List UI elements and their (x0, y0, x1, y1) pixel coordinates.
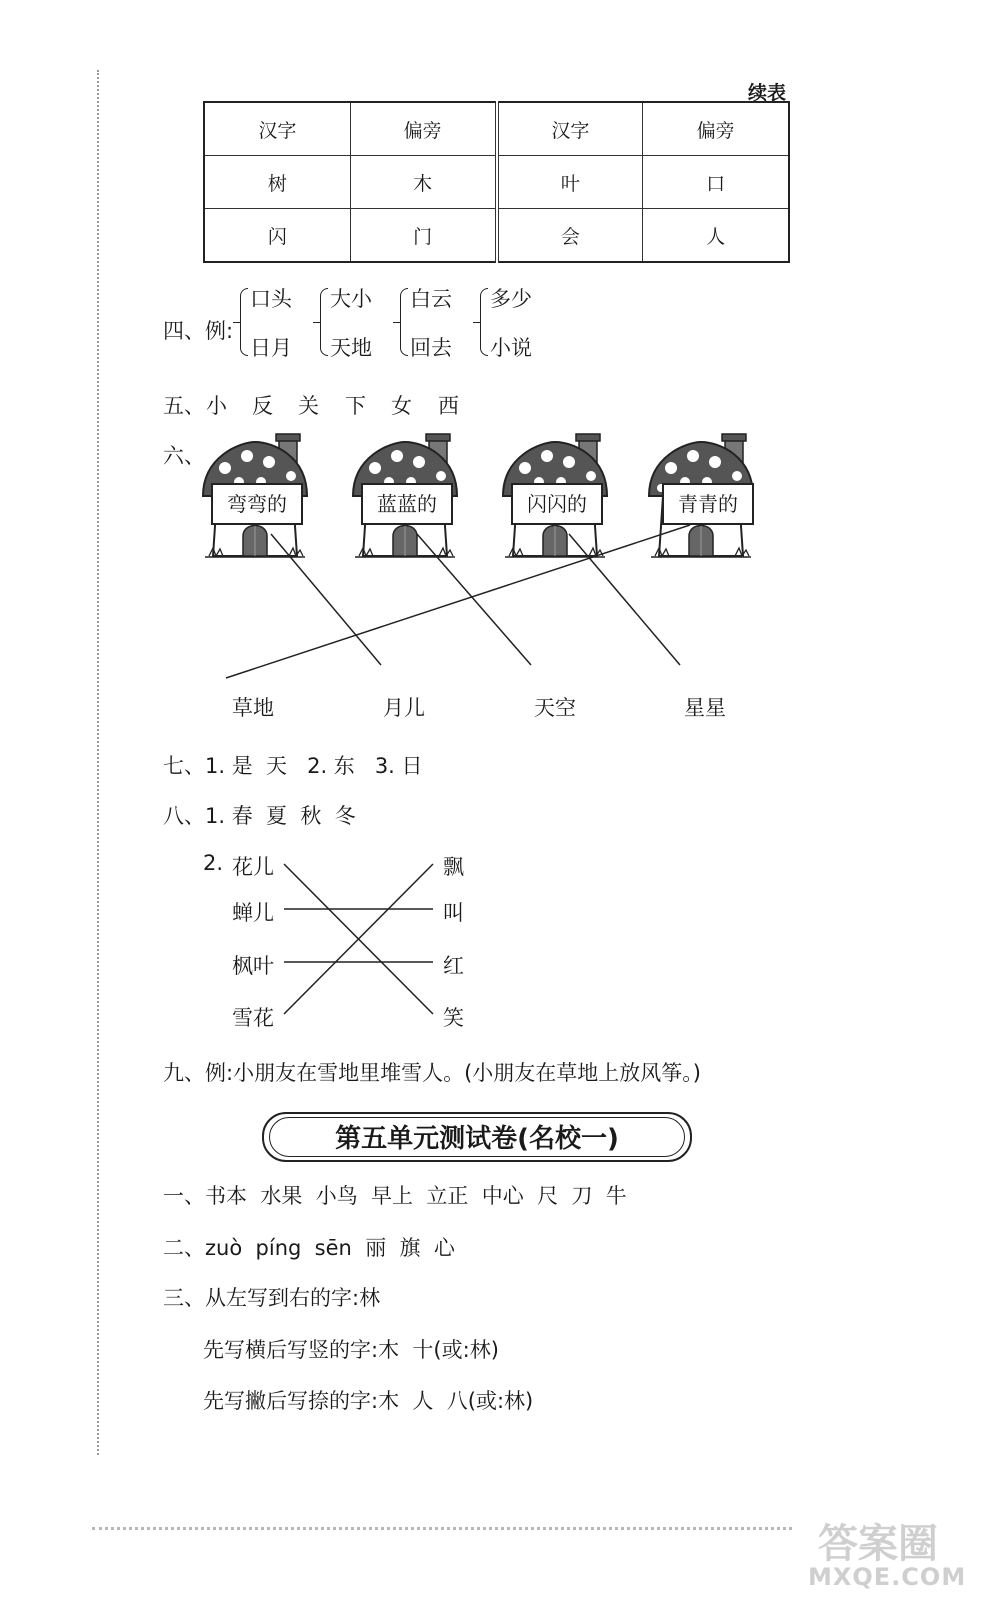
q7-answer: 七、1. 是 天 2. 东 3. 日 (163, 754, 423, 778)
q4-label: 四、例: (163, 319, 234, 343)
q8-part1: 八、1. 春 夏 秋 冬 (163, 804, 356, 828)
q5-char: 女 (391, 394, 412, 418)
s3-line3: 先写撇后写捺的字:木 人 八(或:林) (203, 1389, 534, 1413)
q6-target: 草地 (232, 696, 274, 720)
q6-label: 六、 (163, 444, 205, 468)
table-cell: 会 (497, 209, 643, 263)
continued-label: 续表 (748, 82, 787, 104)
s1-answer: 一、书本 水果 小鸟 早上 立正 中心 尺 刀 牛 (163, 1184, 627, 1208)
q8-left-word: 花儿 (232, 855, 274, 879)
table-header-cell: 偏旁 (643, 102, 789, 156)
mushroom-sign: 闪闪的 (511, 483, 603, 525)
q4-word: 天地 (330, 336, 372, 360)
s3-line2: 先写横后写竖的字:木 十(或:林) (203, 1338, 499, 1362)
q8-right-char: 飘 (443, 855, 464, 879)
q5-char: 小 (206, 394, 227, 418)
q4-word: 回去 (410, 336, 452, 360)
q5-char: 反 (252, 394, 273, 418)
q6-target: 天空 (534, 696, 576, 720)
table-cell: 人 (643, 209, 789, 263)
q8-left-word: 雪花 (232, 1006, 274, 1030)
table-cell: 叶 (497, 156, 643, 209)
q4-word: 口头 (250, 287, 292, 311)
q6-target: 星星 (684, 696, 726, 720)
table-cell: 闪 (204, 209, 350, 263)
mushroom-sign: 蓝蓝的 (361, 483, 453, 525)
q8-right-char: 笑 (443, 1006, 464, 1030)
table-header-cell: 汉字 (497, 102, 643, 156)
q8-left-word: 枫叶 (232, 954, 274, 978)
mushroom-sign: 弯弯的 (211, 483, 303, 525)
q8-right-char: 叫 (443, 901, 464, 925)
q4-word: 多少 (490, 287, 532, 311)
q4-word: 大小 (330, 287, 372, 311)
q8-part2-label: 2. (203, 851, 224, 875)
q5-char: 关 (298, 394, 319, 418)
q4-word: 白云 (410, 287, 452, 311)
table-header-cell: 汉字 (204, 102, 350, 156)
q9-answer: 九、例:小朋友在雪地里堆雪人。(小朋友在草地上放风筝。) (163, 1061, 701, 1085)
q5-char: 下 (345, 394, 366, 418)
q4-word: 小说 (490, 336, 532, 360)
table-cell: 门 (350, 209, 496, 263)
q8-right-char: 红 (443, 954, 464, 978)
table-cell: 树 (204, 156, 350, 209)
q5-label: 五、 (163, 394, 205, 418)
table-header-cell: 偏旁 (350, 102, 496, 156)
q8-left-word: 蝉儿 (232, 901, 274, 925)
bottom-dotted-line (92, 1527, 792, 1530)
q4-word: 日月 (250, 336, 292, 360)
watermark-logo: 答案圈 (818, 1521, 938, 1567)
table-cell: 口 (643, 156, 789, 209)
mushroom-sign: 青青的 (662, 483, 754, 525)
q6-target: 月儿 (383, 696, 425, 720)
section-title: 第五单元测试卷(名校一) (335, 1124, 619, 1154)
table-cell: 木 (350, 156, 496, 209)
s2-answer: 二、zuò píng sēn 丽 旗 心 (163, 1236, 455, 1260)
s3-line1: 三、从左写到右的字:林 (163, 1286, 381, 1310)
q5-char: 西 (438, 394, 459, 418)
watermark-url: MXQE.COM (808, 1563, 967, 1591)
